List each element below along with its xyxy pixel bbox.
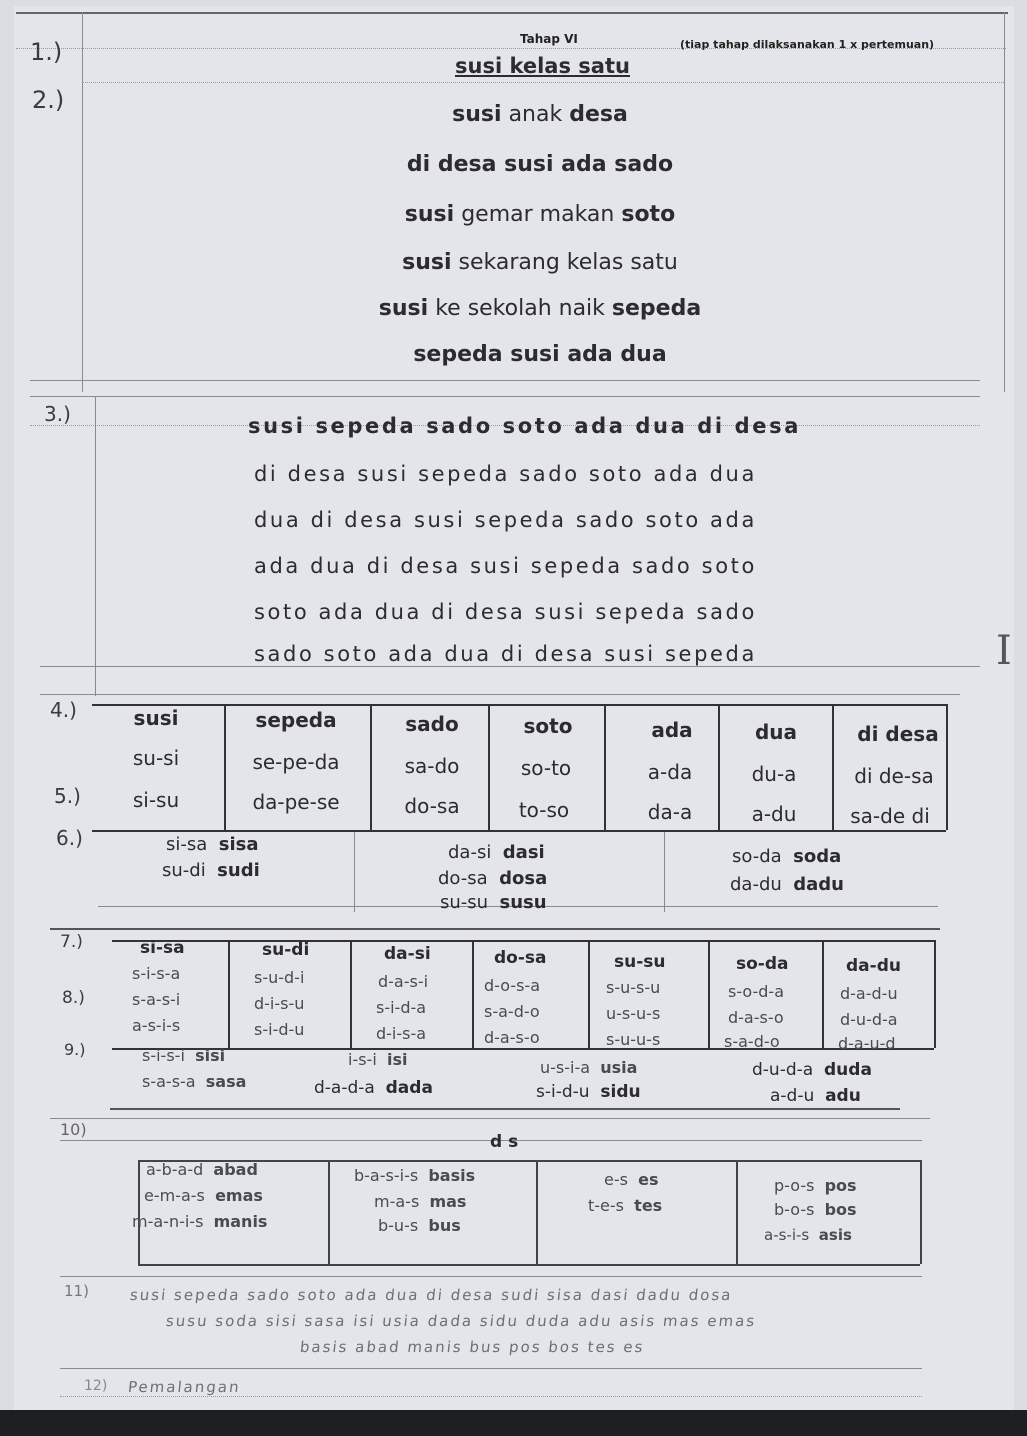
s8-spelling: d-a-s-o bbox=[484, 1028, 540, 1047]
s10-item: m-a-n-i-s manis bbox=[132, 1212, 268, 1231]
section1-title: susi kelas satu bbox=[455, 54, 630, 78]
s4-word: susi bbox=[133, 706, 179, 730]
s11-top bbox=[60, 1276, 922, 1277]
table78-col bbox=[350, 940, 352, 1048]
table45-top bbox=[92, 704, 946, 706]
s2-line-4: susi sekarang kelas satu bbox=[402, 250, 678, 275]
s5-reversed: da-pe-se bbox=[252, 790, 340, 814]
s10-item: t-e-s tes bbox=[588, 1196, 663, 1215]
s9-item: s-i-s-i sisi bbox=[142, 1046, 226, 1065]
table10-bottom bbox=[138, 1264, 920, 1266]
table45-bottom bbox=[92, 830, 946, 832]
s6-item: do-sa dosa bbox=[438, 868, 548, 889]
s9-item: a-d-u adu bbox=[770, 1086, 861, 1106]
s10-item: m-a-s mas bbox=[374, 1192, 467, 1211]
table78-col bbox=[588, 940, 590, 1048]
table45-col bbox=[718, 704, 720, 830]
bottom-dark-edge bbox=[0, 1410, 1027, 1436]
line-2 bbox=[30, 380, 980, 381]
line-4b bbox=[40, 694, 960, 695]
s11-line-2: susu soda sisi sasa isi usia dada sidu duda adu asis mas emas bbox=[165, 1312, 758, 1330]
s7-word: da-du bbox=[846, 956, 901, 976]
num-4: 4.) bbox=[50, 698, 77, 722]
right-border bbox=[1004, 12, 1005, 392]
s4-syllables: su-si bbox=[132, 746, 180, 770]
num-10: 10) bbox=[60, 1120, 87, 1139]
table45-col bbox=[488, 704, 490, 830]
s12-bottom bbox=[60, 1396, 922, 1397]
table10-col bbox=[328, 1160, 330, 1264]
s6-item: si-sa sisa bbox=[166, 834, 259, 855]
s8-spelling: d-a-u-d bbox=[838, 1034, 896, 1053]
line-4 bbox=[40, 666, 980, 667]
s4-word: di desa bbox=[857, 722, 939, 746]
s10-item: a-b-a-d abad bbox=[146, 1160, 258, 1179]
s6-col bbox=[664, 832, 665, 912]
s5-reversed: sa-de di bbox=[850, 804, 930, 828]
s4-word: soto bbox=[523, 714, 573, 738]
s5-reversed: da-a bbox=[647, 800, 693, 824]
table78-bottom bbox=[112, 1048, 934, 1050]
s9-item: i-s-i isi bbox=[348, 1050, 408, 1069]
table78-col bbox=[822, 940, 824, 1048]
s4-syllables: se-pe-da bbox=[252, 750, 340, 774]
s9-item: s-i-d-u sidu bbox=[536, 1082, 641, 1102]
table10-col bbox=[736, 1160, 738, 1264]
s2-line-5: susi ke sekolah naik sepeda bbox=[378, 296, 702, 321]
s4-syllables: so-to bbox=[520, 756, 572, 780]
s11-line-3: basis abad manis bus pos bos tes es bbox=[299, 1338, 646, 1356]
s7-word: su-di bbox=[262, 940, 310, 960]
s4-word: sado bbox=[405, 712, 459, 736]
s8-spelling: u-s-u-s bbox=[606, 1004, 661, 1023]
s7-word: do-sa bbox=[494, 948, 547, 968]
s8-spelling: d-a-s-o bbox=[728, 1008, 784, 1027]
s4-syllables: di de-sa bbox=[854, 764, 934, 788]
s8-spelling: s-a-s-i bbox=[132, 990, 181, 1009]
s5-reversed: do-sa bbox=[404, 794, 460, 818]
num-6: 6.) bbox=[56, 826, 83, 850]
s6-col bbox=[354, 832, 355, 912]
s4-syllables: du-a bbox=[751, 762, 797, 786]
table45-col bbox=[604, 704, 606, 830]
s7-word: su-su bbox=[614, 952, 666, 972]
s9-item: s-a-s-a sasa bbox=[142, 1072, 247, 1091]
s4-word: ada bbox=[651, 718, 693, 742]
num-9: 9.) bbox=[64, 1040, 86, 1059]
s7-spelling: s-u-s-u bbox=[606, 978, 661, 997]
s7-word: so-da bbox=[736, 954, 789, 974]
section12-label: Pemalangan bbox=[127, 1378, 242, 1396]
s11-line-1: susi sepeda sado soto ada dua di desa sudi sisa dasi dadu dosa bbox=[129, 1286, 734, 1304]
num-3: 3.) bbox=[44, 402, 71, 426]
s3-line-4: ada dua di desa susi sepeda sado soto bbox=[254, 554, 757, 578]
s10-item: e-s es bbox=[604, 1170, 659, 1189]
line-1 bbox=[82, 82, 1004, 83]
s3-line-1: susi sepeda sado soto ada dua di desa bbox=[248, 414, 801, 438]
s10-item: e-m-a-s emas bbox=[144, 1186, 263, 1205]
s4-word: sepeda bbox=[255, 708, 337, 732]
s9-item: d-a-d-a dada bbox=[314, 1078, 433, 1098]
s7-spelling: s-i-s-a bbox=[132, 964, 181, 983]
table45-col bbox=[832, 704, 834, 830]
num-5: 5.) bbox=[54, 784, 81, 808]
num-7: 7.) bbox=[60, 932, 83, 952]
table78-col bbox=[228, 940, 230, 1048]
s4-syllables: sa-do bbox=[404, 754, 460, 778]
s10-item: p-o-s pos bbox=[774, 1176, 857, 1195]
s7-spelling: d-a-s-i bbox=[378, 972, 429, 991]
s8-spelling: d-u-d-a bbox=[840, 1010, 898, 1029]
s9-item: u-s-i-a usia bbox=[540, 1058, 638, 1077]
s5-reversed: to-so bbox=[518, 798, 570, 822]
s3-line-3: dua di desa susi sepeda sado soto ada bbox=[254, 508, 757, 532]
table78-top bbox=[112, 940, 934, 942]
s9-bottom bbox=[110, 1108, 900, 1110]
s10-item: b-u-s bus bbox=[378, 1216, 461, 1235]
number-column-line-2 bbox=[95, 396, 96, 696]
s8-spelling: s-a-d-o bbox=[724, 1032, 780, 1051]
table45-col bbox=[370, 704, 372, 830]
s9-item: d-u-d-a duda bbox=[752, 1060, 872, 1080]
s4-word: dua bbox=[754, 720, 798, 744]
s3-line-5: soto ada dua di desa susi sepeda sado bbox=[254, 600, 757, 624]
text-cursor-icon: I bbox=[996, 628, 1012, 674]
table78-col bbox=[934, 940, 936, 1048]
table10-col bbox=[536, 1160, 538, 1264]
s10-item: a-s-i-s asis bbox=[764, 1226, 852, 1244]
s3-line-2: di desa susi sepeda sado soto ada dua bbox=[254, 462, 757, 486]
num-1: 1.) bbox=[30, 38, 63, 66]
number-column-line bbox=[82, 12, 83, 392]
s2-line-2: di desa susi ada sado bbox=[406, 152, 674, 177]
num-12: 12) bbox=[84, 1378, 108, 1394]
stage-label: Tahap VI bbox=[520, 32, 578, 46]
s6-item: da-si dasi bbox=[448, 842, 545, 863]
s8-spelling: s-i-d-a bbox=[376, 998, 427, 1017]
s10-heading: d s bbox=[490, 1132, 519, 1152]
s7-spelling: d-o-s-a bbox=[484, 976, 540, 995]
stage-note: (tiap tahap dilaksanakan 1 x pertemuan) bbox=[680, 38, 935, 51]
num-8: 8.) bbox=[62, 988, 85, 1008]
table78-col bbox=[708, 940, 710, 1048]
table45-col bbox=[224, 704, 226, 830]
s6-item: su-su susu bbox=[440, 892, 547, 913]
table10-col bbox=[920, 1160, 922, 1264]
s5-reversed: si-su bbox=[132, 788, 180, 812]
num-11: 11) bbox=[64, 1282, 89, 1300]
s11-bottom bbox=[60, 1368, 922, 1369]
s10-item: b-o-s bos bbox=[774, 1200, 857, 1219]
s6-item: so-da soda bbox=[732, 846, 842, 867]
s8-spelling: s-a-d-o bbox=[484, 1002, 540, 1021]
top-border bbox=[16, 12, 1008, 14]
s7-word: da-si bbox=[384, 944, 431, 964]
s6-item: su-di sudi bbox=[162, 860, 260, 881]
s8-spelling: d-i-s-a bbox=[376, 1024, 427, 1043]
s2-line-6: sepeda susi ada dua bbox=[413, 342, 667, 367]
s8-spelling: a-s-i-s bbox=[132, 1016, 181, 1035]
s7-spelling: s-u-d-i bbox=[254, 968, 305, 987]
s7-top-line bbox=[50, 928, 940, 930]
s8-spelling: s-i-d-u bbox=[254, 1020, 305, 1039]
s7-word: si-sa bbox=[140, 938, 185, 958]
s3-line-6: sado soto ada dua di desa susi sepeda bbox=[254, 642, 757, 666]
s8-spelling: s-u-u-s bbox=[606, 1030, 661, 1049]
s8-spelling: d-i-s-u bbox=[254, 994, 305, 1013]
line-2b bbox=[30, 396, 980, 397]
s10-item: b-a-s-i-s basis bbox=[354, 1166, 476, 1185]
s7-spelling: s-o-d-a bbox=[728, 982, 784, 1001]
s2-line-1: susi anak desa bbox=[452, 102, 628, 127]
s7-spelling: d-a-d-u bbox=[840, 984, 898, 1003]
s10-top bbox=[50, 1118, 930, 1119]
table45-col bbox=[946, 704, 948, 830]
table78-col bbox=[472, 940, 474, 1048]
s5-reversed: a-du bbox=[751, 802, 797, 826]
s4-syllables: a-da bbox=[647, 760, 693, 784]
s2-line-3: susi gemar makan soto bbox=[404, 202, 676, 227]
num-2: 2.) bbox=[32, 86, 65, 114]
s6-item: da-du dadu bbox=[730, 874, 844, 895]
